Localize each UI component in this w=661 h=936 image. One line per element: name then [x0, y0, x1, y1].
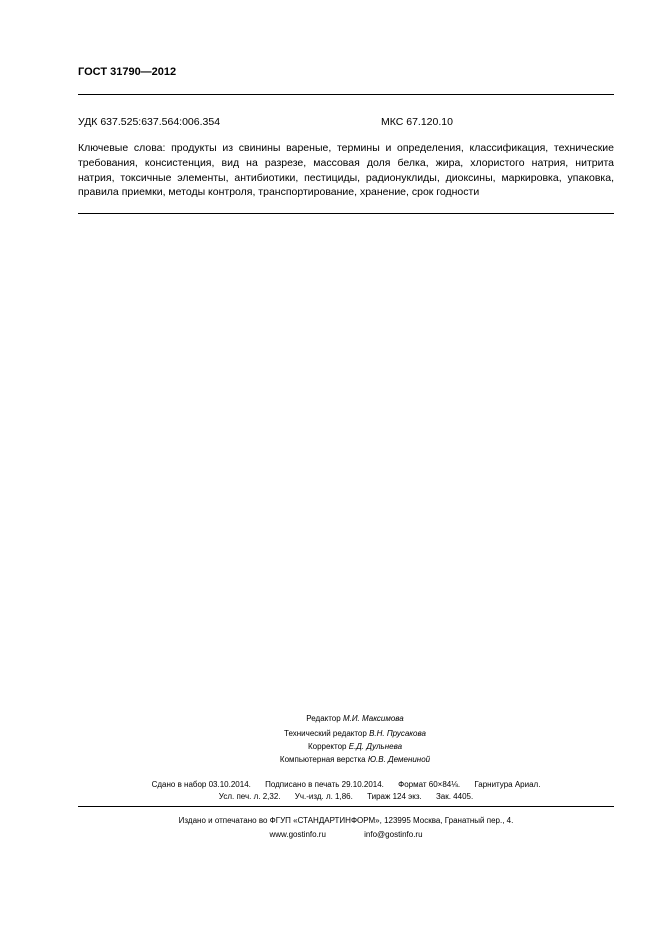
keywords-line: Ключевые слова: продукты из свинины вареные, термины и определения, классификация, технические: [78, 142, 614, 154]
publisher-line: Издано и отпечатано во ФГУП «СТАНДАРТИНФОРМ», 123995 Москва, Гранатный пер., 4.: [178, 816, 514, 825]
credit-name: М.И. Максимова: [342, 714, 404, 723]
publisher-sheets: Уч.-изд. л. 1,86.: [294, 792, 353, 801]
keywords-line: натрия, токсичные элементы, антибиотики, пестициды, радионуклиды, диоксины, маркировка, упаковка,: [78, 171, 614, 184]
credit-corrector: [150, 742, 560, 751]
credit-role: Корректор: [307, 742, 347, 751]
paper-format: Формат 60×84⅛.: [398, 780, 461, 789]
submitted-date: Сдано в набор 03.10.2014.: [151, 780, 251, 789]
publisher-contacts: [78, 830, 614, 839]
typeface: Гарнитура Ариал.: [474, 780, 541, 789]
credit-role: Компьютерная верстка: [279, 755, 366, 764]
udk-code: УДК 637.525:637.564:006.354: [78, 116, 221, 128]
keywords-line: требования, консистенция, вид на разрезе, массовая доля белка, жира, хлористого натрия, нитрита: [78, 156, 614, 169]
print-info-line2: [78, 792, 614, 801]
credit-layout: [150, 755, 560, 764]
credit-editor: [150, 714, 560, 723]
publisher-email[interactable]: info@gostinfo.ru: [364, 830, 423, 839]
standard-number: ГОСТ 31790—2012: [78, 66, 177, 78]
print-sheets: Усл. печ. л. 2,32.: [218, 792, 281, 801]
order-number: Зак. 4405.: [435, 792, 474, 801]
publisher-website[interactable]: www.gostinfo.ru: [269, 830, 326, 839]
mks-code: МКС 67.120.10: [381, 116, 453, 128]
credit-name: Е.Д. Дульнева: [348, 742, 403, 751]
keywords-line: правила приемки, методы контроля, транспортирование, хранение, срок годности: [78, 186, 480, 199]
credit-name: Ю.В. Демениной: [367, 755, 431, 764]
footer-divider: [78, 806, 614, 807]
credit-name: В.Н. Прусакова: [369, 729, 426, 738]
credit-role: Технический редактор: [284, 729, 367, 738]
credit-role: Редактор: [306, 714, 341, 723]
signed-date: Подписано в печать 29.10.2014.: [265, 780, 384, 789]
print-info-line1: [78, 780, 614, 789]
circulation: Тираж 124 экз.: [367, 792, 422, 801]
credit-tech-editor: [150, 729, 560, 738]
